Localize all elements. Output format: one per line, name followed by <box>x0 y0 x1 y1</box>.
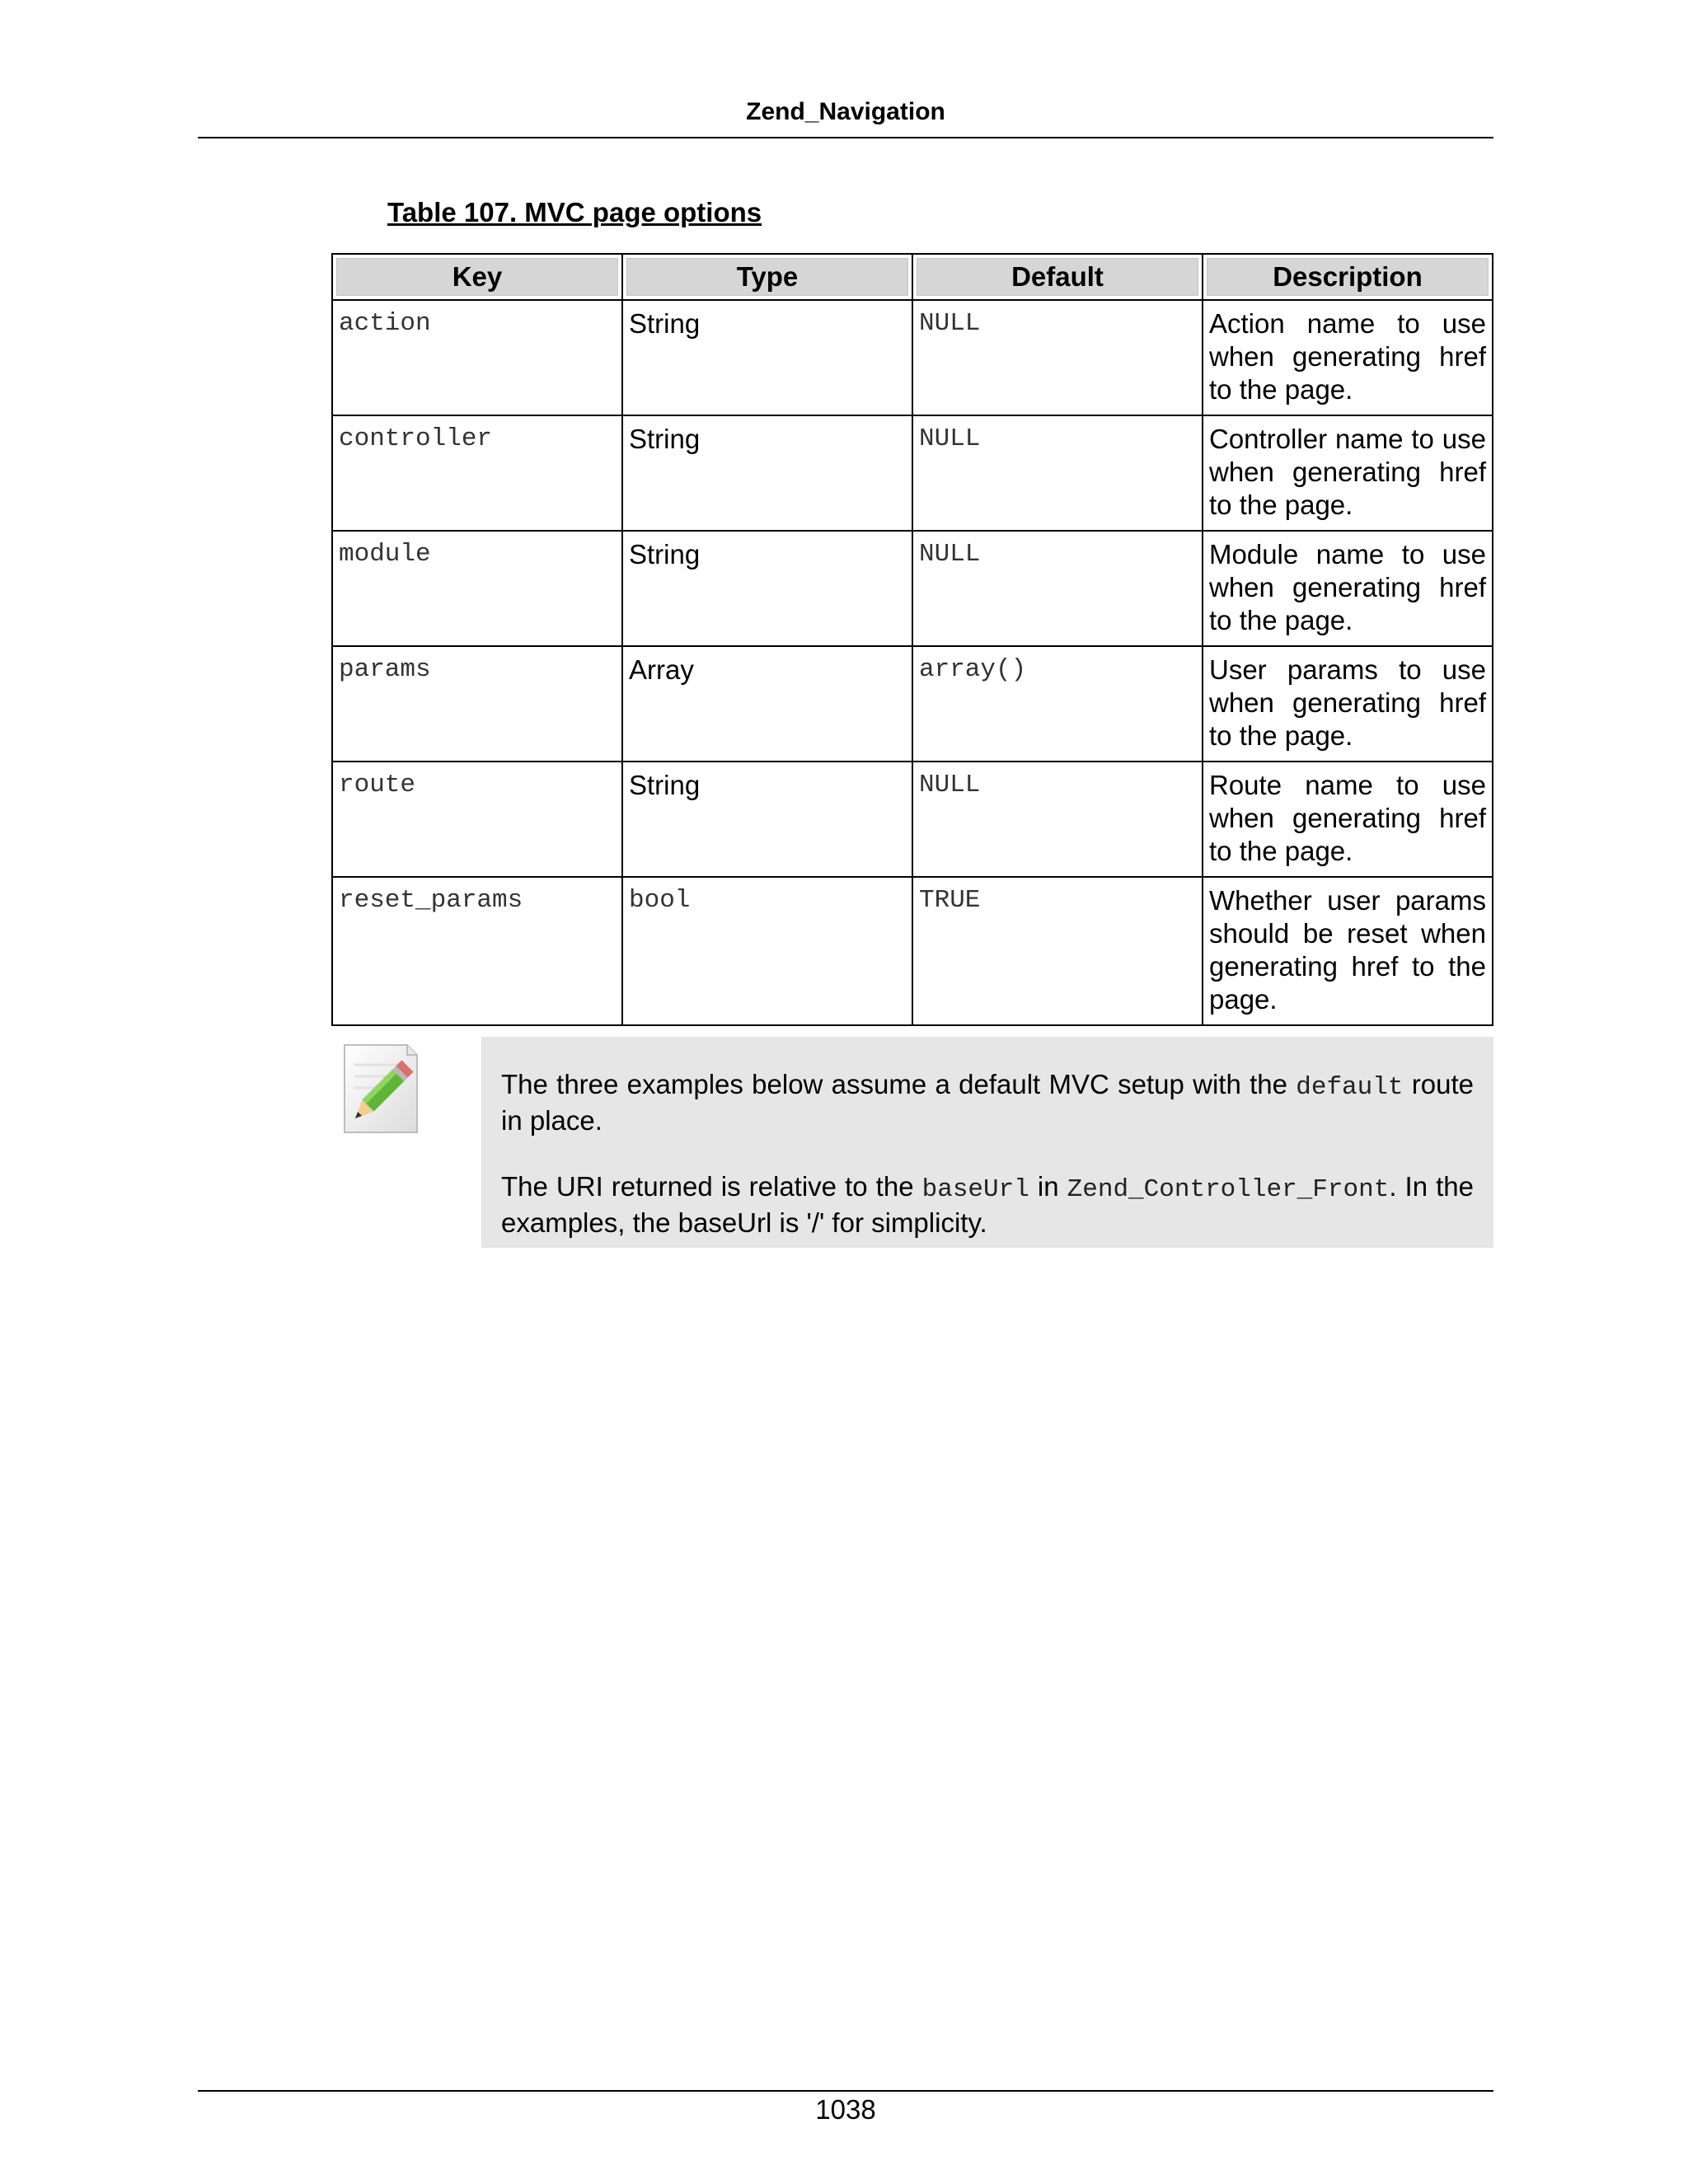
cell-description: Controller name to use when generating href to the page. <box>1203 415 1493 531</box>
cell-default: NULL <box>912 531 1203 646</box>
table-header-row <box>332 254 1493 300</box>
note-box <box>481 1037 1493 1248</box>
cell-description: Whether user params should be reset when generating href to the page. <box>1203 877 1493 1025</box>
cell-key: params <box>332 646 622 762</box>
column-header-type: Type <box>622 254 912 300</box>
cell-type: String <box>622 762 912 877</box>
column-header-key: Key <box>332 254 622 300</box>
cell-description: Action name to use when generating href to the page. <box>1203 300 1493 415</box>
mvc-page-options-table <box>331 253 1493 1026</box>
cell-key: route <box>332 762 622 877</box>
cell-key: reset_params <box>332 877 622 1025</box>
cell-default: TRUE <box>912 877 1203 1025</box>
table-row <box>332 415 1493 531</box>
cell-default: NULL <box>912 300 1203 415</box>
table-row <box>332 646 1493 762</box>
pencil-note-icon <box>336 1040 424 1141</box>
cell-key: module <box>332 531 622 646</box>
table-row <box>332 877 1493 1025</box>
cell-description: Route name to use when generating href to the page. <box>1203 762 1493 877</box>
inline-code: baseUrl <box>921 1175 1029 1204</box>
page-number: 1038 <box>815 2094 876 2125</box>
cell-key: controller <box>332 415 622 531</box>
inline-code: default <box>1296 1073 1404 1102</box>
cell-description: Module name to use when generating href to the page. <box>1203 531 1493 646</box>
table-row <box>332 762 1493 877</box>
cell-type: Array <box>622 646 912 762</box>
page-header-title: Zend_Navigation <box>746 98 945 125</box>
table-row <box>332 531 1493 646</box>
table-caption: Table 107. MVC page options <box>387 197 762 227</box>
cell-type: String <box>622 531 912 646</box>
cell-type: String <box>622 300 912 415</box>
header-rule <box>198 137 1493 138</box>
note-paragraph: The URI returned is relative to the baseUrl in Zend_Controller_Front. In the examples, the baseUrl is '/' for simplicity. <box>501 1171 1474 1238</box>
cell-default: NULL <box>912 762 1203 877</box>
cell-type: bool <box>622 877 912 1025</box>
column-header-description: Description <box>1203 254 1493 300</box>
column-header-default: Default <box>912 254 1203 300</box>
cell-type: String <box>622 415 912 531</box>
cell-description: User params to use when generating href to the page. <box>1203 646 1493 762</box>
cell-default: array() <box>912 646 1203 762</box>
inline-code: Zend_Controller_Front <box>1067 1175 1390 1204</box>
table-row <box>332 300 1493 415</box>
note-paragraph: The three examples below assume a default MVC setup with the default route in place. <box>501 1069 1474 1136</box>
cell-default: NULL <box>912 415 1203 531</box>
footer-rule <box>198 2090 1493 2092</box>
cell-key: action <box>332 300 622 415</box>
